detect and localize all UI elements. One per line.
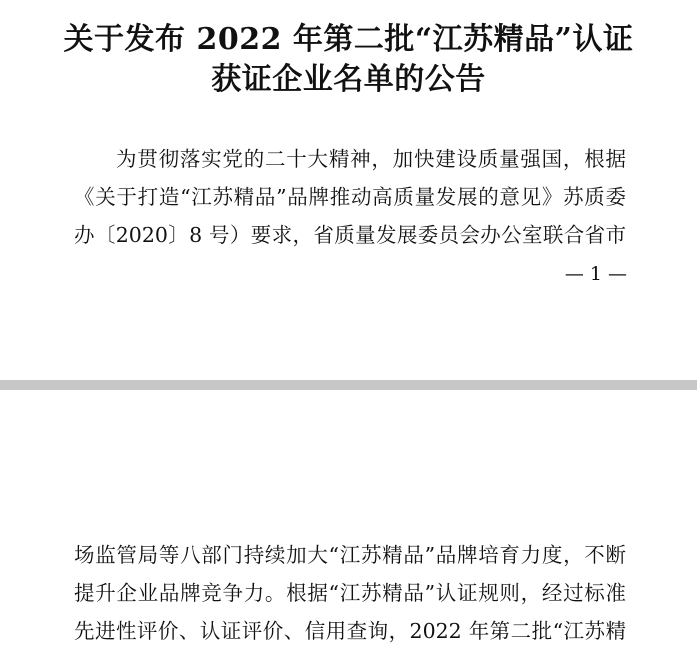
page-separator — [0, 380, 697, 390]
document-page-2 — [0, 390, 697, 654]
body-text-line: 《关于打造“江苏精品”品牌推动高质量发展的意见》苏质委 — [74, 185, 626, 209]
document-title-line-2: 获证企业名单的公告 — [211, 62, 486, 97]
body-text-line: 场监管局等八部门持续加大“江苏精品”品牌培育力度，不断 — [74, 543, 626, 567]
page-number: — 1 — — [564, 263, 627, 285]
body-text-line: 办〔2020〕8 号）要求，省质量发展委员会办公室联合省市 — [74, 223, 626, 247]
document-title-line-1: 关于发布 2022 年第二批“江苏精品”认证 — [63, 22, 634, 57]
body-text-line: 提升企业品牌竞争力。根据“江苏精品”认证规则，经过标准 — [74, 581, 626, 605]
body-text-line: 先进性评价、认证评价、信用查询，2022 年第二批“江苏精 — [74, 619, 626, 643]
body-text-line: 为贯彻落实党的二十大精神，加快建设质量强国，根据 — [116, 147, 626, 171]
